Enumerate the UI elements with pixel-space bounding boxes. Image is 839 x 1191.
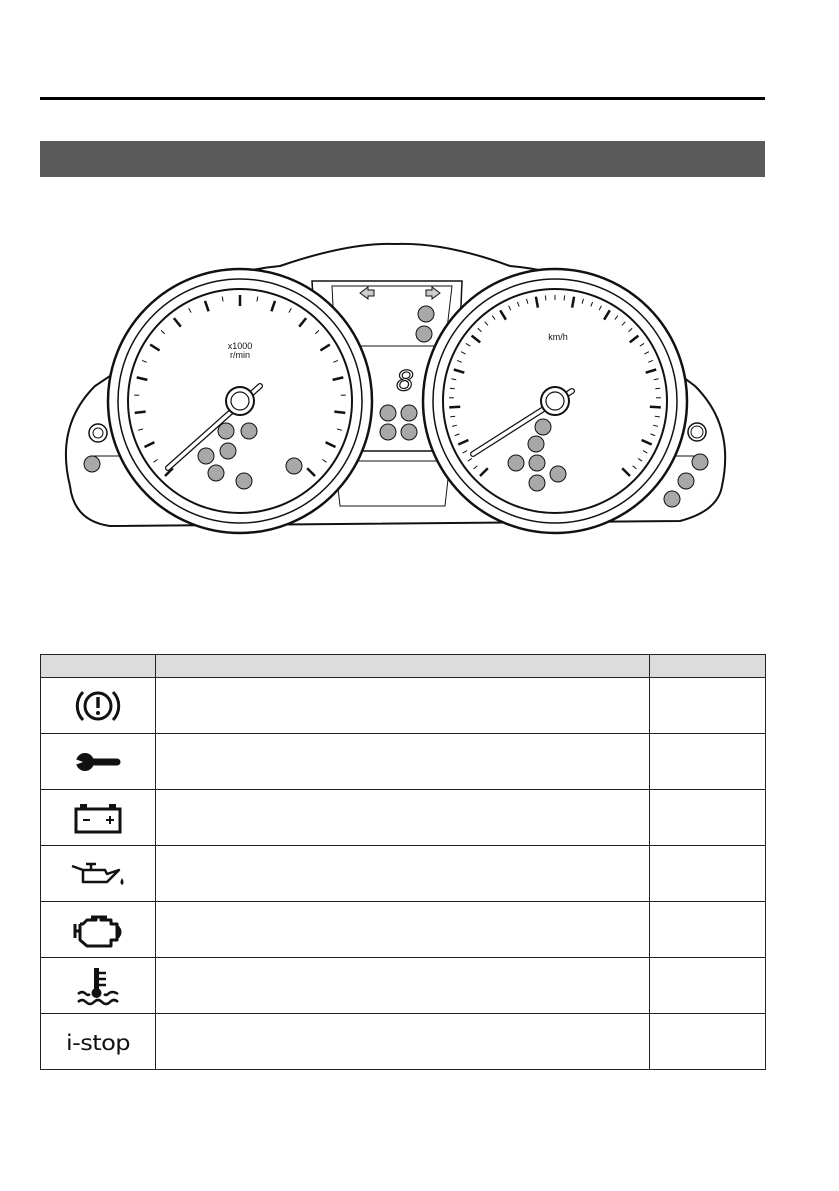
- reference-cell: [650, 678, 766, 734]
- table-row: [41, 958, 766, 1014]
- reference-cell: [650, 902, 766, 958]
- gauge-minor-tick: [655, 388, 660, 389]
- description-cell: [156, 1014, 650, 1070]
- instrument-cluster-illustration: [50, 236, 740, 536]
- reference-cell: [650, 734, 766, 790]
- left-side-knob: [89, 424, 107, 442]
- icon-cell: [41, 790, 156, 846]
- gauge-minor-tick: [450, 416, 455, 417]
- gauge-minor-tick: [655, 416, 660, 417]
- gauge-major-tick: [334, 412, 345, 413]
- reference-cell: [650, 958, 766, 1014]
- table-header-row: [41, 655, 766, 678]
- reference-cell: [650, 790, 766, 846]
- description-cell: [156, 734, 650, 790]
- icon-cell: [41, 678, 156, 734]
- tach-unit-multiplier: x1000: [227, 341, 253, 351]
- top-rule: [40, 97, 765, 100]
- table-row: [41, 1014, 766, 1070]
- gauge-major-tick: [135, 412, 146, 413]
- reference-cell: [650, 1014, 766, 1070]
- description-cell: [156, 790, 650, 846]
- table-row: [41, 790, 766, 846]
- section-header-bar: [40, 141, 765, 177]
- check-engine-icon: [71, 912, 125, 948]
- description-cell: [156, 678, 650, 734]
- table-row: [41, 902, 766, 958]
- description-cell: [156, 846, 650, 902]
- brake-warning-icon: [72, 686, 124, 726]
- gauge-minor-tick: [450, 388, 455, 389]
- speedometer: [423, 269, 687, 533]
- gear-display: 8: [396, 364, 414, 397]
- table-row: [41, 734, 766, 790]
- header-cell-description: [156, 655, 650, 678]
- description-cell: [156, 902, 650, 958]
- indicator-table: [40, 654, 766, 1070]
- icon-cell: [41, 958, 156, 1014]
- wrench-icon: [75, 750, 121, 774]
- description-cell: [156, 958, 650, 1014]
- icon-cell: [41, 1014, 156, 1070]
- tachometer: [108, 269, 372, 533]
- tach-unit: r/min: [230, 350, 250, 360]
- i-stop-icon-text: i-stop: [66, 1030, 131, 1055]
- i-stop-icon: [63, 1027, 133, 1057]
- gauge-minor-tick: [564, 295, 565, 300]
- table-row: [41, 678, 766, 734]
- icon-cell: [41, 734, 156, 790]
- gauge-minor-tick: [545, 295, 546, 300]
- header-cell-signal: [41, 655, 156, 678]
- header-cell-reference: [650, 655, 766, 678]
- battery-icon: [74, 801, 122, 835]
- icon-cell: [41, 902, 156, 958]
- icon-cell: [41, 846, 156, 902]
- coolant-temperature-icon: [76, 966, 120, 1006]
- table-row: [41, 846, 766, 902]
- speed-unit: km/h: [548, 332, 568, 342]
- oil-can-icon: [69, 858, 127, 890]
- gauge-major-tick: [449, 407, 460, 408]
- gauge-major-tick: [650, 407, 661, 408]
- reference-cell: [650, 846, 766, 902]
